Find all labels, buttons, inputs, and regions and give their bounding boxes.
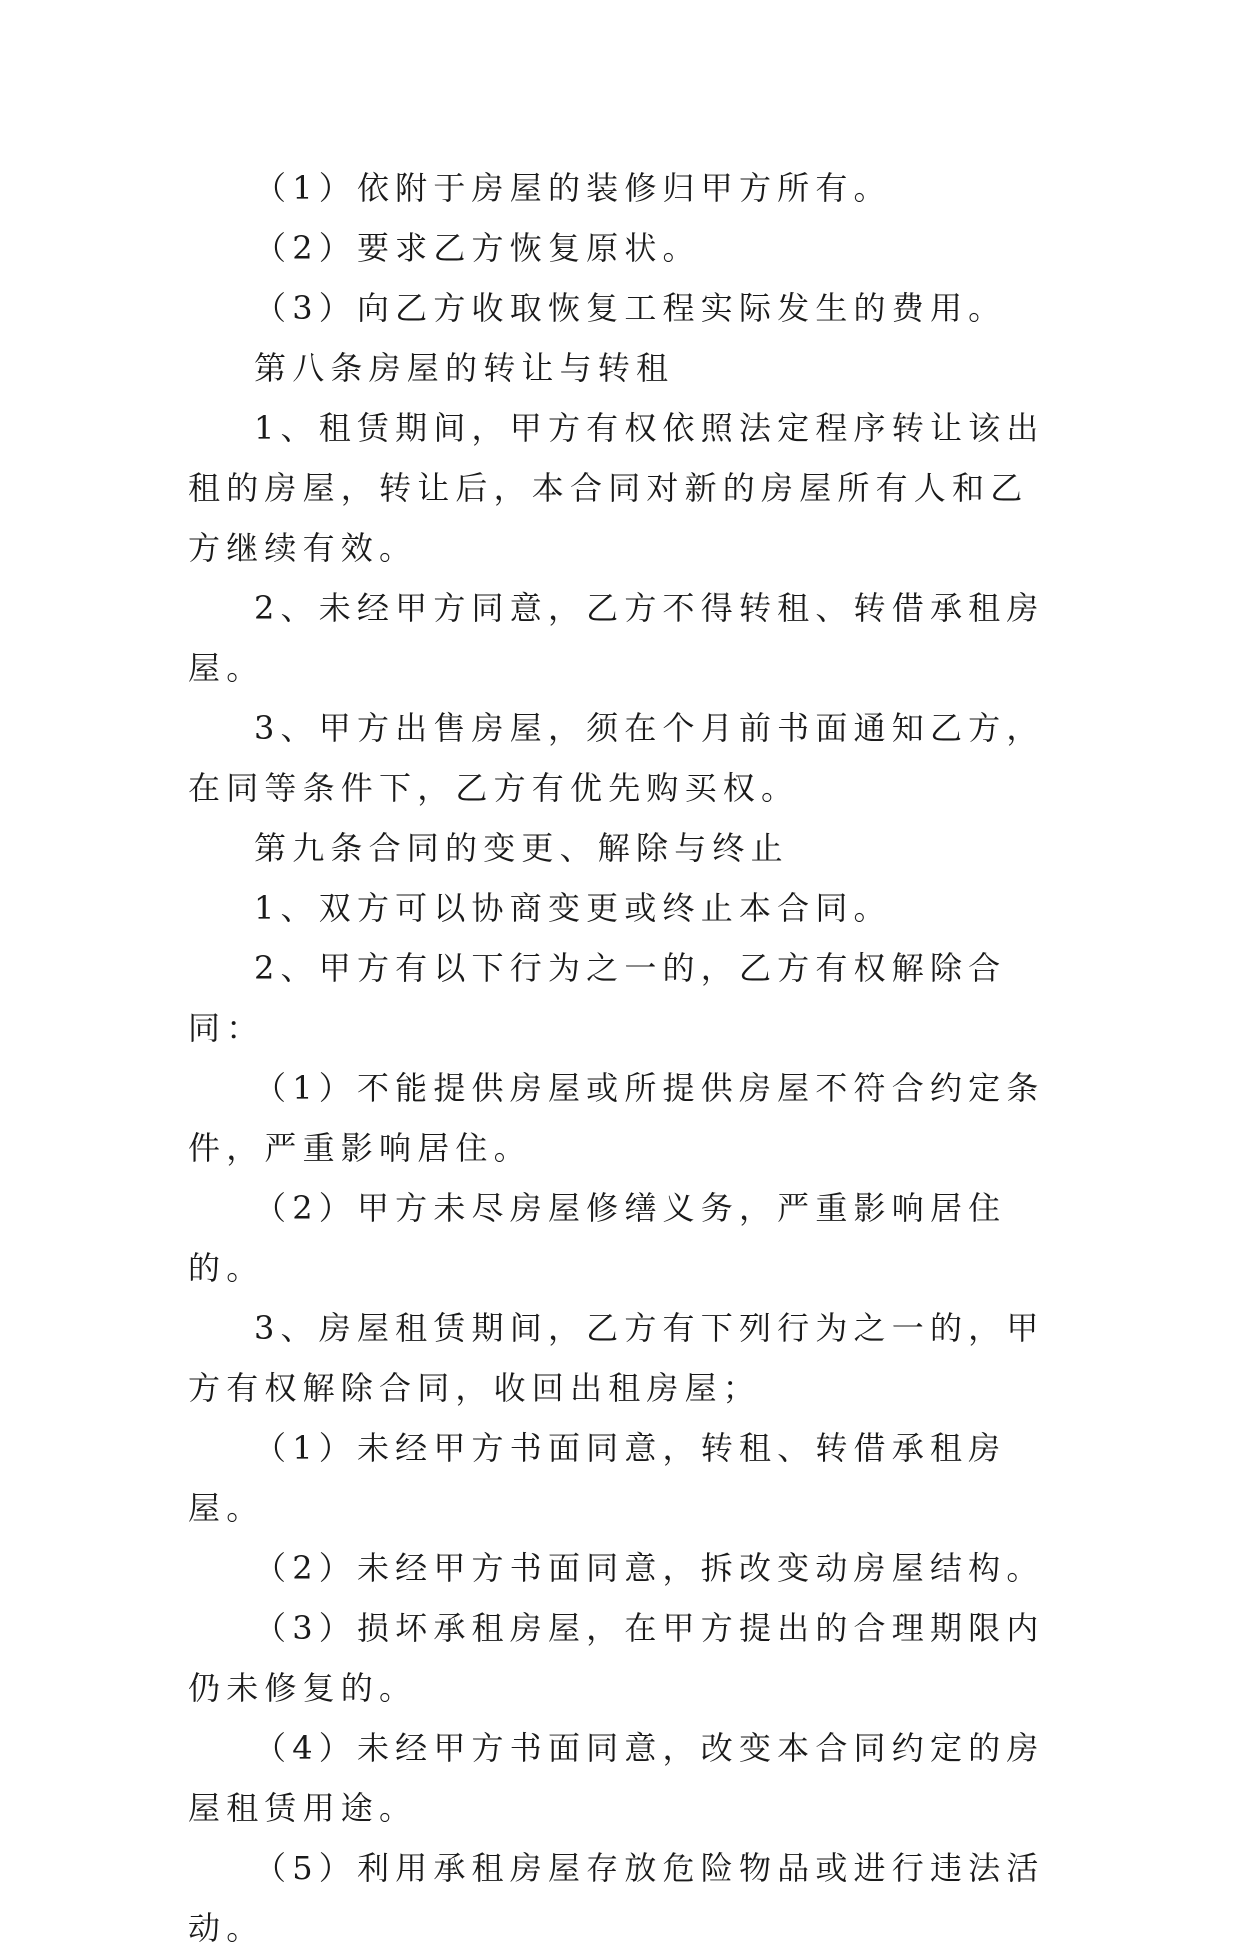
paragraph-13: 3、房屋租赁期间，乙方有下列行为之一的，甲方有权解除合同，收回出租房屋； — [188, 1309, 1045, 1407]
paragraph-10: 2、甲方有以下行为之一的，乙方有权解除合同： — [188, 949, 1007, 1047]
paragraph-5: 1、租赁期间，甲方有权依照法定程序转让该出租的房屋，转让后，本合同对新的房屋所有人和乙方继续有效。 — [188, 409, 1045, 567]
paragraph-12: （2）甲方未尽房屋修缮义务，严重影响居住的。 — [188, 1189, 1007, 1287]
paragraph-2: （2）要求乙方恢复原状。 — [254, 229, 701, 267]
paragraph-14: （1）未经甲方书面同意，转租、转借承租房屋。 — [188, 1429, 1007, 1527]
paragraph-16: （3）损坏承租房屋，在甲方提出的合理期限内仍未修复的。 — [188, 1609, 1045, 1707]
paragraph-17: （4）未经甲方书面同意，改变本合同约定的房屋租赁用途。 — [188, 1729, 1045, 1827]
paragraph-15: （2）未经甲方书面同意，拆改变动房屋结构。 — [254, 1549, 1045, 1587]
document-body — [188, 158, 1058, 1958]
paragraph-3: （3）向乙方收取恢复工程实际发生的费用。 — [254, 289, 1007, 327]
paragraph-6: 2、未经甲方同意，乙方不得转租、转借承租房屋。 — [188, 589, 1045, 687]
paragraph-1: （1）依附于房屋的装修归甲方所有。 — [254, 169, 892, 207]
section-heading-article-8: 第八条房屋的转让与转租 — [254, 349, 675, 387]
paragraph-18: （5）利用承租房屋存放危险物品或进行违法活动。 — [188, 1849, 1045, 1947]
section-heading-article-9: 第九条合同的变更、解除与终止 — [254, 829, 789, 867]
paragraph-9: 1、双方可以协商变更或终止本合同。 — [254, 889, 892, 927]
paragraph-11: （1）不能提供房屋或所提供房屋不符合约定条件，严重影响居住。 — [188, 1069, 1045, 1167]
paragraph-7: 3、甲方出售房屋，须在个月前书面通知乙方，在同等条件下，乙方有优先购买权。 — [188, 709, 1045, 807]
